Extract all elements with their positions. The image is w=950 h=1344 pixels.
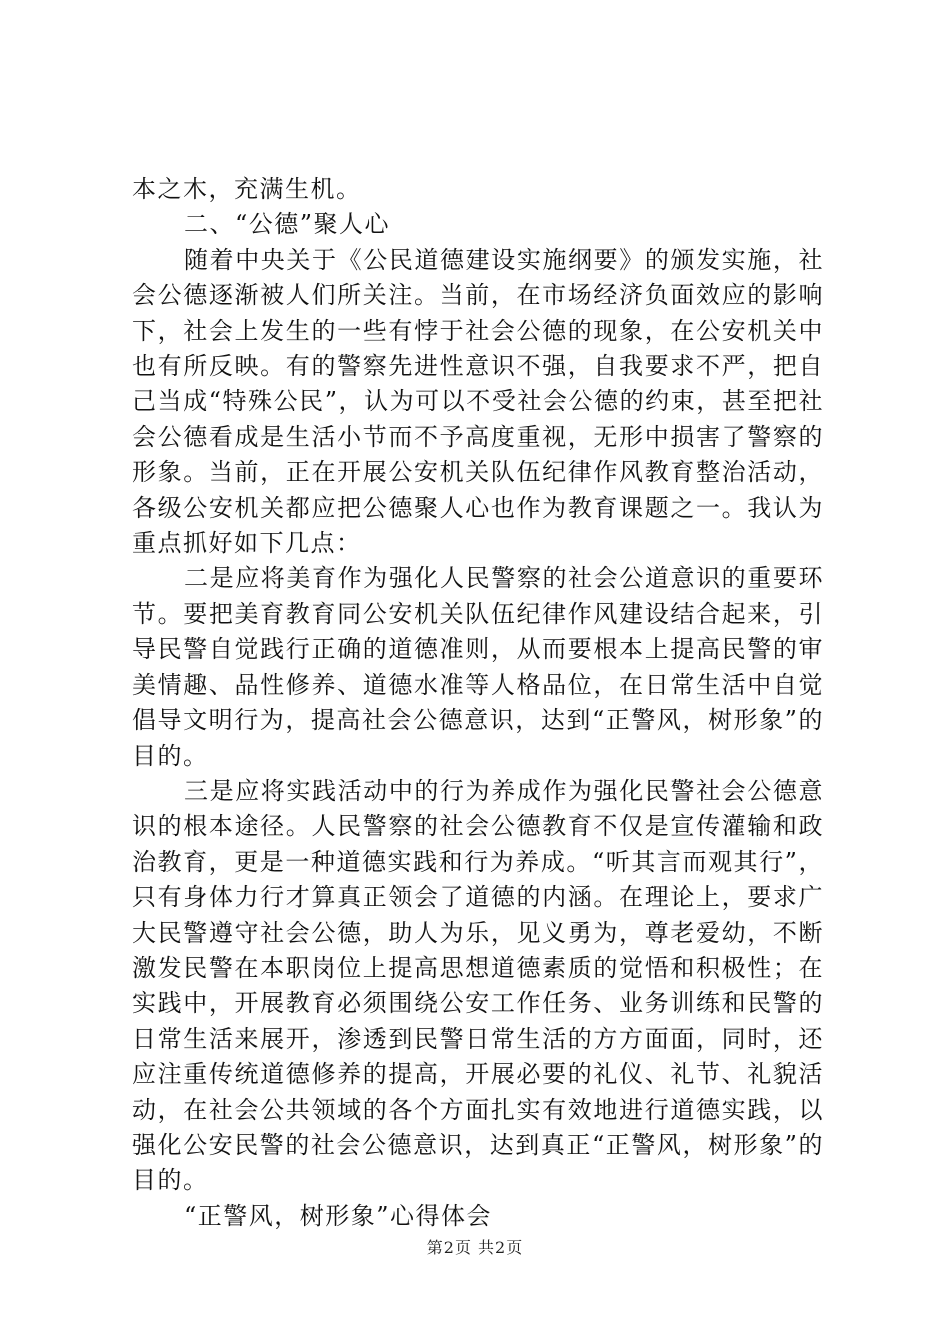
section-heading: 二、“公德”聚人心: [184, 210, 391, 239]
paragraph-point-two: 二是应将美育作为强化人民警察的社会公道意识的重要环节。要把美育教育同公安机关队伍纪律作风建设结合起来，引导民警自觉践行正确的道德准则，从而要根本上提高民警的审美情趣、品性修养、道德水准等人格品位，在日常生活中自觉倡导文明行为，提高社会公德意识，达到“正警风，树形象”的目的。: [132, 564, 824, 770]
document-title-line: “正警风，树形象”心得体会: [184, 1201, 493, 1230]
paragraph-continuation: 本之木，充满生机。: [132, 175, 362, 203]
page-number-footer: 第2页 共2页: [426, 1238, 524, 1257]
paragraph-intro: 随着中央关于《公民道德建设实施纲要》的颁发实施，社会公德逐渐被人们所关注。当前，在市场经济负面效应的影响下，社会上发生的一些有悖于社会公德的现象，在公安机关中也有所反映。有的警察先进性意识不强，自我要求不严，把自己当成“特殊公民”，认为可以不受社会公德的约束，甚至把社会公德看成是生活小节而不予高度重视，无形中损害了警察的形象。当前，正在开展公安机关队伍纪律作风教育整治活动，各级公安机关都应把公德聚人心也作为教育课题之一。我认为重点抓好如下几点：: [132, 245, 824, 558]
document-body: [132, 172, 824, 1234]
paragraph-point-three: 三是应将实践活动中的行为养成作为强化民警社会公德意识的根本途径。人民警察的社会公德教育不仅是宣传灌输和政治教育，更是一种道德实践和行为养成。“听其言而观其行”，只有身体力行才算真正领会了道德的内涵。在理论上，要求广大民警遵守社会公德，助人为乐，见义勇为，尊老爱幼，不断激发民警在本职岗位上提高思想道德素质的觉悟和积极性；在实践中，开展教育必须围绕公安工作任务、业务训练和民警的日常生活来展开，渗透到民警日常生活的方方面面，同时，还应注重传统道德修养的提高，开展必要的礼仪、礼节、礼貌活动，在社会公共领域的各个方面扎实有效地进行道德实践，以强化公安民警的社会公德意识，达到真正“正警风，树形象”的目的。: [132, 776, 824, 1195]
